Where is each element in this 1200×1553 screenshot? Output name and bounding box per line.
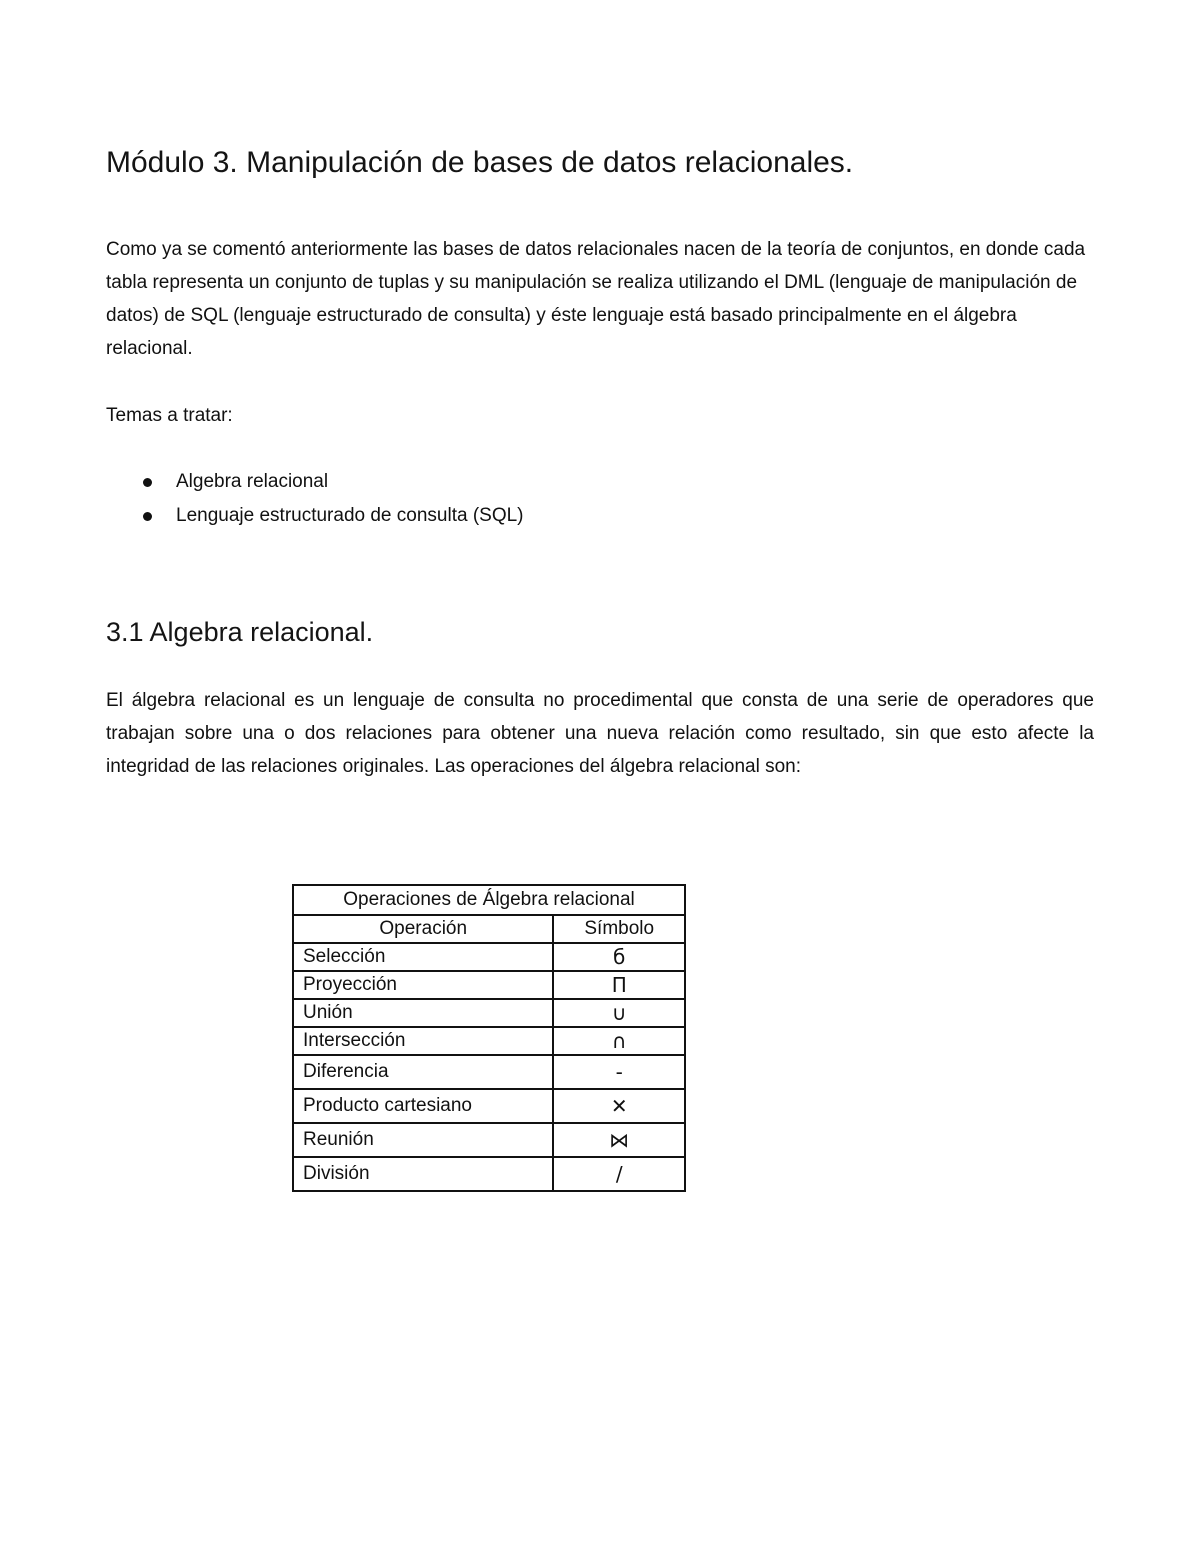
table-header-row: [293, 915, 685, 943]
bullet-icon: [143, 478, 152, 487]
operation-cell: Proyección: [293, 971, 553, 999]
union-symbol-icon: ∪: [553, 999, 685, 1027]
operation-cell: Unión: [293, 999, 553, 1027]
table-row: [293, 1089, 685, 1123]
list-item: [106, 499, 1006, 533]
section-title: 3.1 Algebra relacional.: [106, 617, 374, 647]
table-row: [293, 1055, 685, 1089]
table-row: [293, 943, 685, 971]
table-row: [293, 1123, 685, 1157]
difference-symbol-icon: -: [553, 1055, 685, 1089]
section-paragraph: El álgebra relacional es un lenguaje de consulta no procedimental que consta de una serie de operadores que trabajan sobre una o dos relaciones para obtener una nueva relación como resultado, sin que esto afecte la integridad de las relaciones originales. Las operaciones del álgebra relacional son:: [106, 690, 1094, 777]
header-symbol: Símbolo: [553, 915, 685, 943]
list-item: [106, 465, 1006, 499]
division-symbol-icon: /: [553, 1157, 685, 1191]
projection-symbol-icon: Π: [553, 971, 685, 999]
page-title: Módulo 3. Manipulación de bases de datos relacionales.: [106, 146, 854, 179]
intro-paragraph: Como ya se comentó anteriormente las bases de datos relacionales nacen de la teoría de conjuntos, en donde cada tabla representa un conjunto de tuplas y su manipulación se realiza utilizando el DML (lenguaje de manipulación de datos) de SQL (lenguaje estructurado de consulta) y éste lenguaje está basado principalmente en el álgebra relacional.: [106, 239, 1086, 359]
operations-table: [292, 884, 686, 1192]
table-caption-row: [293, 885, 685, 915]
operation-cell: Intersección: [293, 1027, 553, 1055]
join-symbol-icon: ⋈: [553, 1123, 685, 1157]
cartesian-product-symbol-icon: ✕: [553, 1089, 685, 1123]
header-operation: Operación: [293, 915, 553, 943]
intersection-symbol-icon: ∩: [553, 1027, 685, 1055]
operation-cell: Reunión: [293, 1123, 553, 1157]
operation-cell: Selección: [293, 943, 553, 971]
topics-list: [106, 465, 1006, 533]
topic-label: Algebra relacional: [176, 471, 329, 492]
topic-label: Lenguaje estructurado de consulta (SQL): [176, 505, 524, 526]
table-row: [293, 971, 685, 999]
bullet-icon: [143, 512, 152, 521]
operation-cell: División: [293, 1157, 553, 1191]
operation-cell: Diferencia: [293, 1055, 553, 1089]
table-row: [293, 1157, 685, 1191]
table-caption: Operaciones de Álgebra relacional: [293, 885, 685, 915]
selection-symbol-icon: б: [553, 943, 685, 971]
operation-cell: Producto cartesiano: [293, 1089, 553, 1123]
table-row: [293, 1027, 685, 1055]
table-row: [293, 999, 685, 1027]
topics-label: Temas a tratar:: [106, 405, 233, 426]
